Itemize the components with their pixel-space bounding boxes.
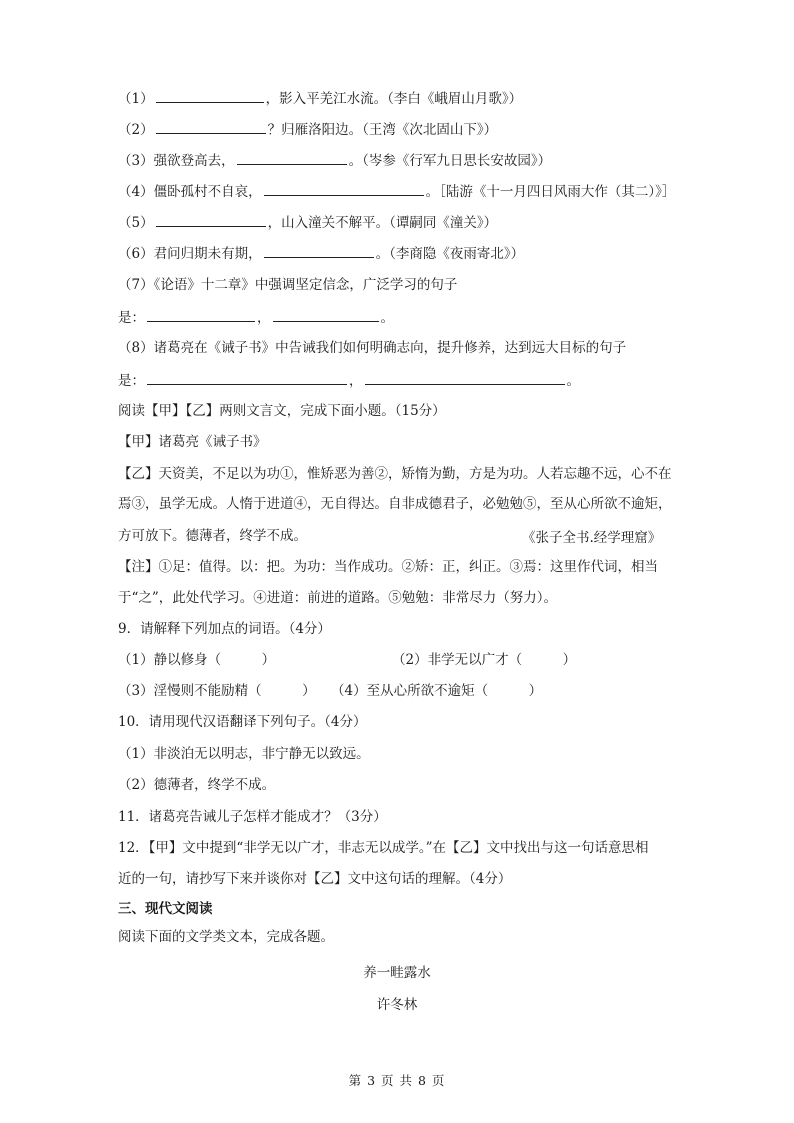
q-num: （2） bbox=[118, 122, 154, 138]
q-text: 。（岑参《行军九日思长安故园》） bbox=[348, 153, 552, 169]
answer-blank[interactable] bbox=[147, 370, 347, 385]
q-num: （1） bbox=[118, 91, 154, 107]
answer-blank[interactable] bbox=[273, 307, 379, 322]
q-text: 是： bbox=[118, 373, 145, 389]
poem-q6 bbox=[118, 243, 524, 264]
q-num: （3） bbox=[118, 153, 154, 169]
q-num: （5） bbox=[118, 215, 154, 231]
article-author: 许冬林 bbox=[376, 997, 418, 1013]
reading-note-line: 【注】①足：值得。以：把。为功：当作成功。②矫：正，纠正。③焉：这里作代词，相当 bbox=[118, 559, 658, 575]
q10-item-1: （1）非淡泊无以明志，非宁静无以致远。 bbox=[118, 746, 370, 762]
poem-q1 bbox=[118, 88, 522, 109]
poem-q5 bbox=[118, 212, 497, 233]
reading-yi-line: 焉③，虽学无成。人惰于进道④，无自得达。自非成德君子，必勉勉⑤，至从心所欲不逾矩， bbox=[118, 496, 672, 512]
q-text: ？归雁洛阳边。（王湾《次北固山下》） bbox=[267, 122, 498, 138]
answer-blank[interactable] bbox=[156, 212, 266, 227]
answer-blank[interactable] bbox=[237, 150, 347, 165]
answer-blank[interactable] bbox=[147, 307, 255, 322]
reading-jia: 【甲】诸葛亮《诫子书》 bbox=[118, 434, 267, 450]
poem-q4 bbox=[118, 181, 675, 202]
answer-blank[interactable] bbox=[264, 181, 424, 196]
q-text: 僵卧孤村不自哀， bbox=[153, 184, 262, 200]
q11-title: 11．诸葛亮告诫儿子怎样才能成才？（3分） bbox=[118, 809, 387, 825]
q12-line: 近的一句，请抄写下来并谈你对【乙】文中这句话的理解。（4分） bbox=[118, 871, 512, 887]
poem-q8-answer bbox=[118, 370, 580, 391]
poem-q3 bbox=[118, 150, 551, 171]
poem-q2 bbox=[118, 119, 497, 140]
q-text: ，影入平羌江水流。（李白《峨眉山月歌》） bbox=[265, 91, 523, 107]
q-num: （4） bbox=[118, 184, 154, 200]
q10-item-2: （2）德薄者，终学不成。 bbox=[118, 777, 276, 793]
q-text: 。（李商隐《夜雨寄北》） bbox=[375, 246, 525, 262]
answer-blank[interactable] bbox=[156, 119, 266, 134]
q-text: 君问归期未有期， bbox=[153, 246, 262, 262]
poem-q8-prompt: （8）诸葛亮在《诫子书》中告诫我们如何明确志向，提升修养，达到远大目标的句子 bbox=[118, 340, 627, 356]
q10-title: 10．请用现代汉语翻译下列句子。（4分） bbox=[118, 714, 367, 730]
section-intro: 阅读下面的文学类文本，完成各题。 bbox=[118, 929, 334, 945]
reading-yi-line: 【乙】天资美，不足以为功①，惟矫恶为善②，矫惰为勤，方是为功。人若忘趣不远，心不在 bbox=[118, 466, 672, 482]
q9-item-1: （1）静以修身（ ） bbox=[118, 652, 276, 668]
q9-item-3: （3）淫慢则不能励精（ ） bbox=[118, 683, 316, 699]
q-text: 。 bbox=[380, 310, 394, 326]
poem-q7-prompt: （7）《论语》十二章》中强调坚定信念，广泛学习的句子 bbox=[118, 277, 458, 293]
answer-blank[interactable] bbox=[365, 370, 565, 385]
reading-yi-source: 《张子全书.经学理窟》 bbox=[522, 530, 662, 546]
q-text: 是： bbox=[118, 310, 145, 326]
q9-item-4: （4）至从心所欲不逾矩（ ） bbox=[331, 683, 543, 699]
poem-q7-answer bbox=[118, 307, 394, 328]
section-heading: 三、现代文阅读 bbox=[118, 901, 213, 917]
q9-item-2: （2）非学无以广才（ ） bbox=[392, 652, 577, 668]
q12-line: 12．【甲】文中提到“非学无以广才，非志无以成学。”在【乙】文中找出与这一句话意思相 bbox=[118, 840, 649, 856]
q-text: 强欲登高去， bbox=[153, 153, 235, 169]
q9-title: 9．请解释下列加点的词语。（4分） bbox=[118, 621, 331, 637]
reading-yi-line: 方可放下。德薄者，终学不成。 bbox=[118, 528, 307, 544]
q-text: ，山入潼关不解平。（谭嗣同《潼关》） bbox=[267, 215, 498, 231]
reading-note-line: 于“之”，此处代学习。④进道：前进的道路。⑤勉勉：非常尽力（努力）。 bbox=[118, 590, 558, 606]
page-footer: 第 3 页 共 8 页 bbox=[348, 1073, 446, 1088]
answer-blank[interactable] bbox=[264, 243, 374, 258]
reading-intro: 阅读【甲】【乙】两则文言文，完成下面小题。（15分） bbox=[118, 403, 446, 419]
q-text: 。 bbox=[566, 373, 580, 389]
q-text: ， bbox=[257, 310, 271, 326]
answer-blank[interactable] bbox=[156, 88, 264, 103]
article-title: 养一畦露水 bbox=[363, 965, 431, 981]
q-text: 。［陆游《十一月四日风雨大作（其二）》］ bbox=[425, 184, 676, 200]
q-text: ， bbox=[349, 373, 363, 389]
q-num: （6） bbox=[118, 246, 154, 262]
